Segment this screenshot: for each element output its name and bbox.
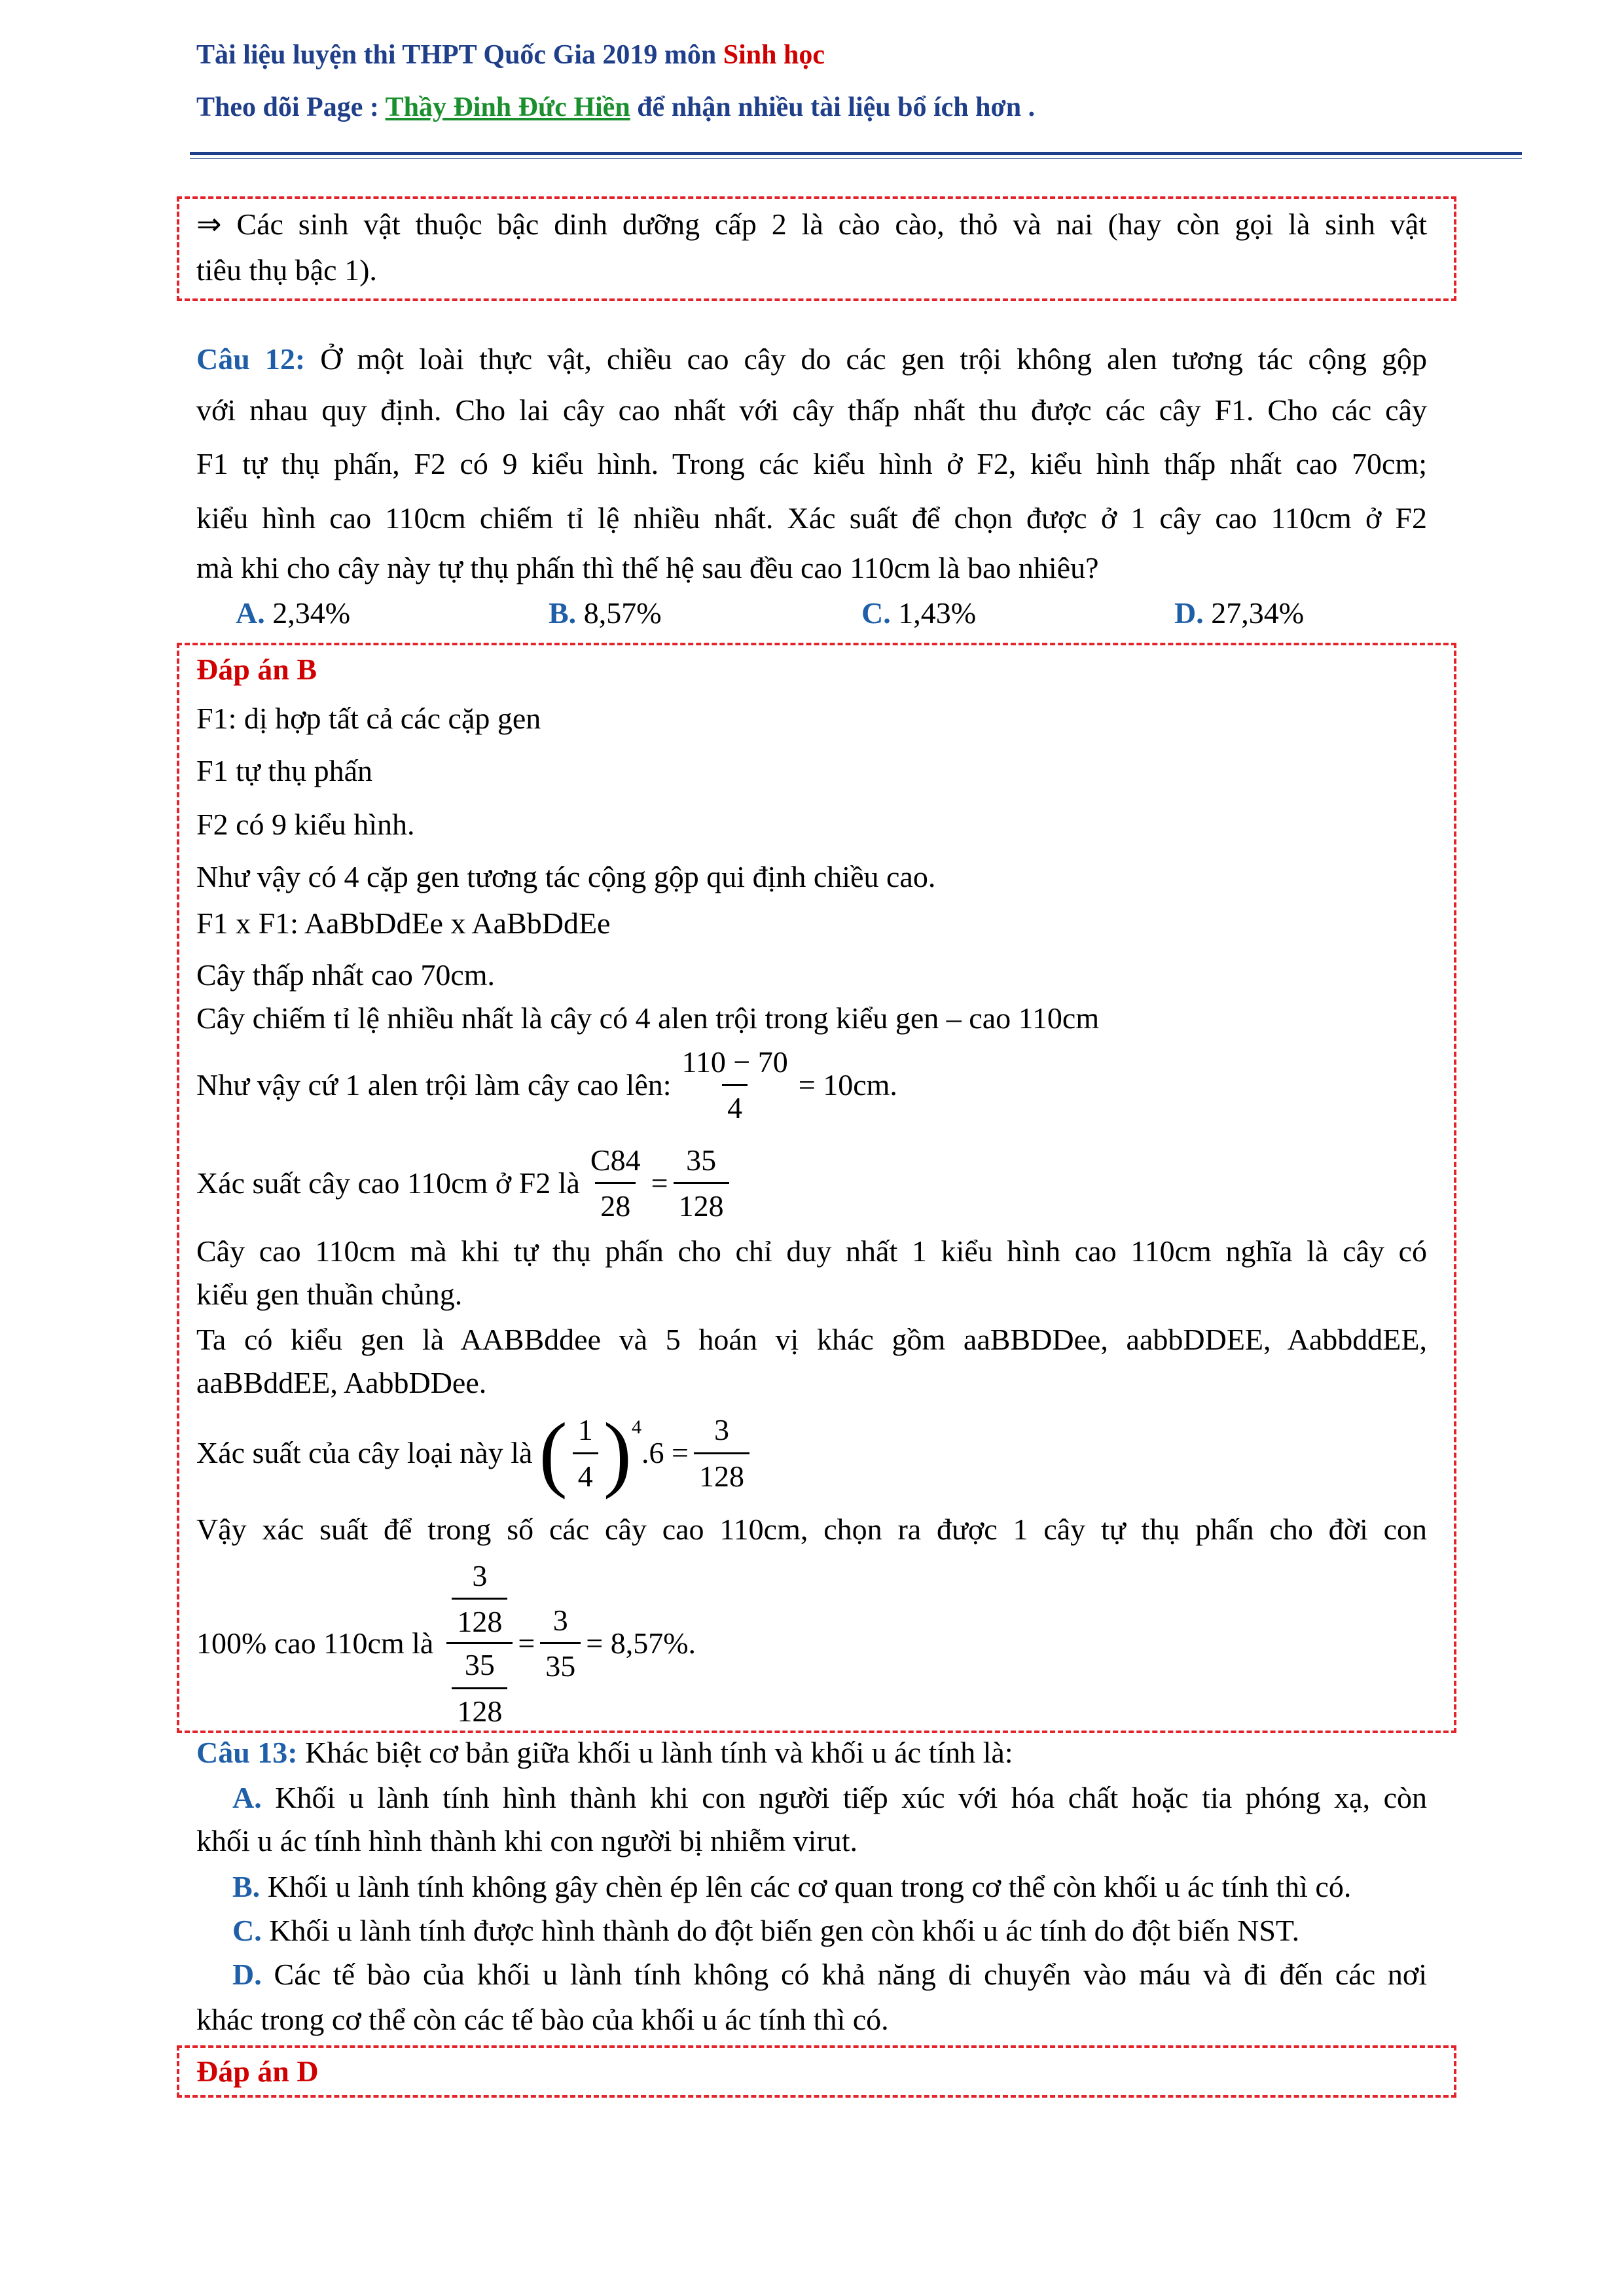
prev-answer-line-2: tiêu thụ bậc 1). <box>196 253 377 287</box>
q13-option-b[interactable]: B. Khối u lành tính không gây chèn ép lên các cơ quan trong cơ thể còn khối u ác tính thì có. <box>232 1870 1352 1903</box>
q12-line-5: mà khi cho cây này tự thụ phấn thì thế hệ sau đều cao 110cm là bao nhiêu? <box>196 551 1099 584</box>
answer-12-step-10b: kiểu gen thuần chủng. <box>196 1278 463 1311</box>
header-divider-thin <box>190 158 1522 159</box>
q12-option-d[interactable]: D. 27,34% <box>1174 596 1305 630</box>
answer-12-step-5: F1 x F1: AaBbDdEe x AaBbDdEe <box>196 906 611 940</box>
answer-13-title: Đáp án D <box>196 2054 319 2088</box>
q13-label: Câu 13: <box>196 1736 298 1769</box>
q12-label: Câu 12: <box>196 342 306 376</box>
answer-12-step-4: Như vậy có 4 cặp gen tương tác cộng gộp qui định chiều cao. <box>196 860 936 893</box>
header-divider <box>190 152 1522 155</box>
header-follow-label: Theo dõi Page : <box>196 92 386 122</box>
prev-answer-line-1: ⇒ Các sinh vật thuộc bậc dinh dưỡng cấp 2 là cào cào, thỏ và nai (hay còn gọi là sinh vật <box>196 207 1427 241</box>
answer-13-box <box>177 2045 1456 2098</box>
answer-12-step-12: Xác suất của cây loại này là ( $\frac{1}{4}$ ) 4 .6 = $\frac{3}{128}$ <box>196 1410 755 1496</box>
answer-12-step-2: F1 tự thụ phấn <box>196 754 372 787</box>
q12-option-b[interactable]: B. 8,57% <box>549 596 662 630</box>
answer-12-step-7: Cây chiếm tỉ lệ nhiều nhất là cây có 4 alen trội trong kiểu gen – cao 110cm <box>196 1001 1100 1035</box>
header-page-link[interactable]: Thầy Đinh Đức Hiền <box>385 92 630 122</box>
fraction-result-3-128: $\frac{3}{128}$ <box>694 1412 749 1494</box>
q13-option-a-line-2: khối u ác tính hình thành khi con người bị nhiễm virut. <box>196 1824 858 1857</box>
q12-option-c[interactable]: C. 1,43% <box>861 596 977 630</box>
header-title: Tài liệu luyện thi THPT Quốc Gia 2019 môn <box>196 40 723 70</box>
header-subject: Sinh học <box>723 40 825 70</box>
answer-12-step-11b: aaBBddEE, AabbDDee. <box>196 1366 487 1399</box>
answer-12-step-9: Xác suất cây cao 110cm ở F2 là $\frac{C84}{28}$ = $\frac{35}{128}$ <box>196 1142 734 1224</box>
answer-12-step-8: Như vậy cứ 1 alen trội làm cây cao lên: $\frac{110 - 70}{4}$ = 10cm. <box>196 1044 897 1126</box>
answer-12-step-10a: Cây cao 110cm mà khi tự thụ phấn cho chỉ duy nhất 1 kiểu hình cao 110cm nghĩa là cây có <box>196 1234 1427 1268</box>
q12-option-a[interactable]: A. 2,34% <box>236 596 351 630</box>
fraction-combination: $\frac{C84}{28}$ <box>585 1142 646 1224</box>
answer-12-title: Đáp án B <box>196 653 317 686</box>
answer-12-step-13b: 100% cao 110cm là $\frac{\frac{3}{128}}{\frac{35}{128}}$ = $\frac{3}{35}$ = 8,57%. <box>196 1558 696 1729</box>
q12-line-3: F1 tự thụ phấn, F2 có 9 kiểu hình. Trong các kiểu hình ở F2, kiểu hình thấp nhất cao 70cm; <box>196 447 1427 480</box>
q12-line-4: kiểu hình cao 110cm chiếm tỉ lệ nhiều nhất. Xác suất để chọn được ở 1 cây cao 110cm ở F2 <box>196 501 1427 535</box>
answer-12-step-3: F2 có 9 kiểu hình. <box>196 808 415 841</box>
q12-line-2: với nhau quy định. Cho lai cây cao nhất với cây thấp nhất thu được các cây F1. Cho các cây <box>196 393 1427 427</box>
q13-option-d-line-2: khác trong cơ thể còn các tế bào của khối u ác tính thì có. <box>196 2003 889 2036</box>
header-line-1 <box>196 39 825 71</box>
fraction-3-35: $\frac{3}{35}$ <box>540 1602 581 1684</box>
answer-12-step-11a: Ta có kiểu gen là AABBddee và 5 hoán vị khác gồm aaBBDDee, aabbDDEE, AabbddEE, <box>196 1323 1427 1356</box>
answer-12-step-6: Cây thấp nhất cao 70cm. <box>196 958 496 992</box>
q13-stem: Khác biệt cơ bản giữa khối u lành tính và khối u ác tính là: <box>305 1736 1013 1769</box>
q12-stem-1: Ở một loài thực vật, chiều cao cây do các gen trội không alen tương tác cộng gộp <box>320 342 1427 376</box>
q13-option-a-line-1[interactable]: A. Khối u lành tính hình thành khi con người tiếp xúc với hóa chất hoặc tia phóng xạ, còn <box>232 1781 1428 1814</box>
q13-option-c[interactable]: C. Khối u lành tính được hình thành do đột biến gen còn khối u ác tính do đột biến NST. <box>232 1914 1300 1947</box>
fraction-height-step: $\frac{110 - 70}{4}$ <box>677 1044 793 1126</box>
q13-line-1 <box>196 1734 1013 1770</box>
header-follow-suffix: để nhận nhiều tài liệu bổ ích hơn . <box>630 92 1036 122</box>
answer-12-step-1: F1: dị hợp tất cả các cặp gen <box>196 702 541 735</box>
answer-12-step-13a: Vậy xác suất để trong số các cây cao 110cm, chọn ra được 1 cây tự thụ phấn cho đời con <box>196 1513 1427 1546</box>
q13-option-d-line-1[interactable]: D. Các tế bào của khối u lành tính không có khả năng di chuyển vào máu và đi đến các nơi <box>232 1958 1428 1991</box>
fraction-one-quarter: $\frac{1}{4}$ <box>573 1412 598 1494</box>
q12-line-1 <box>196 342 1427 376</box>
fraction-result-35-128: $\frac{35}{128}$ <box>674 1142 729 1224</box>
header-line-2 <box>196 92 1035 123</box>
fraction-compound: $\frac{\frac{3}{128}}{\frac{35}{128}}$ <box>446 1558 513 1729</box>
